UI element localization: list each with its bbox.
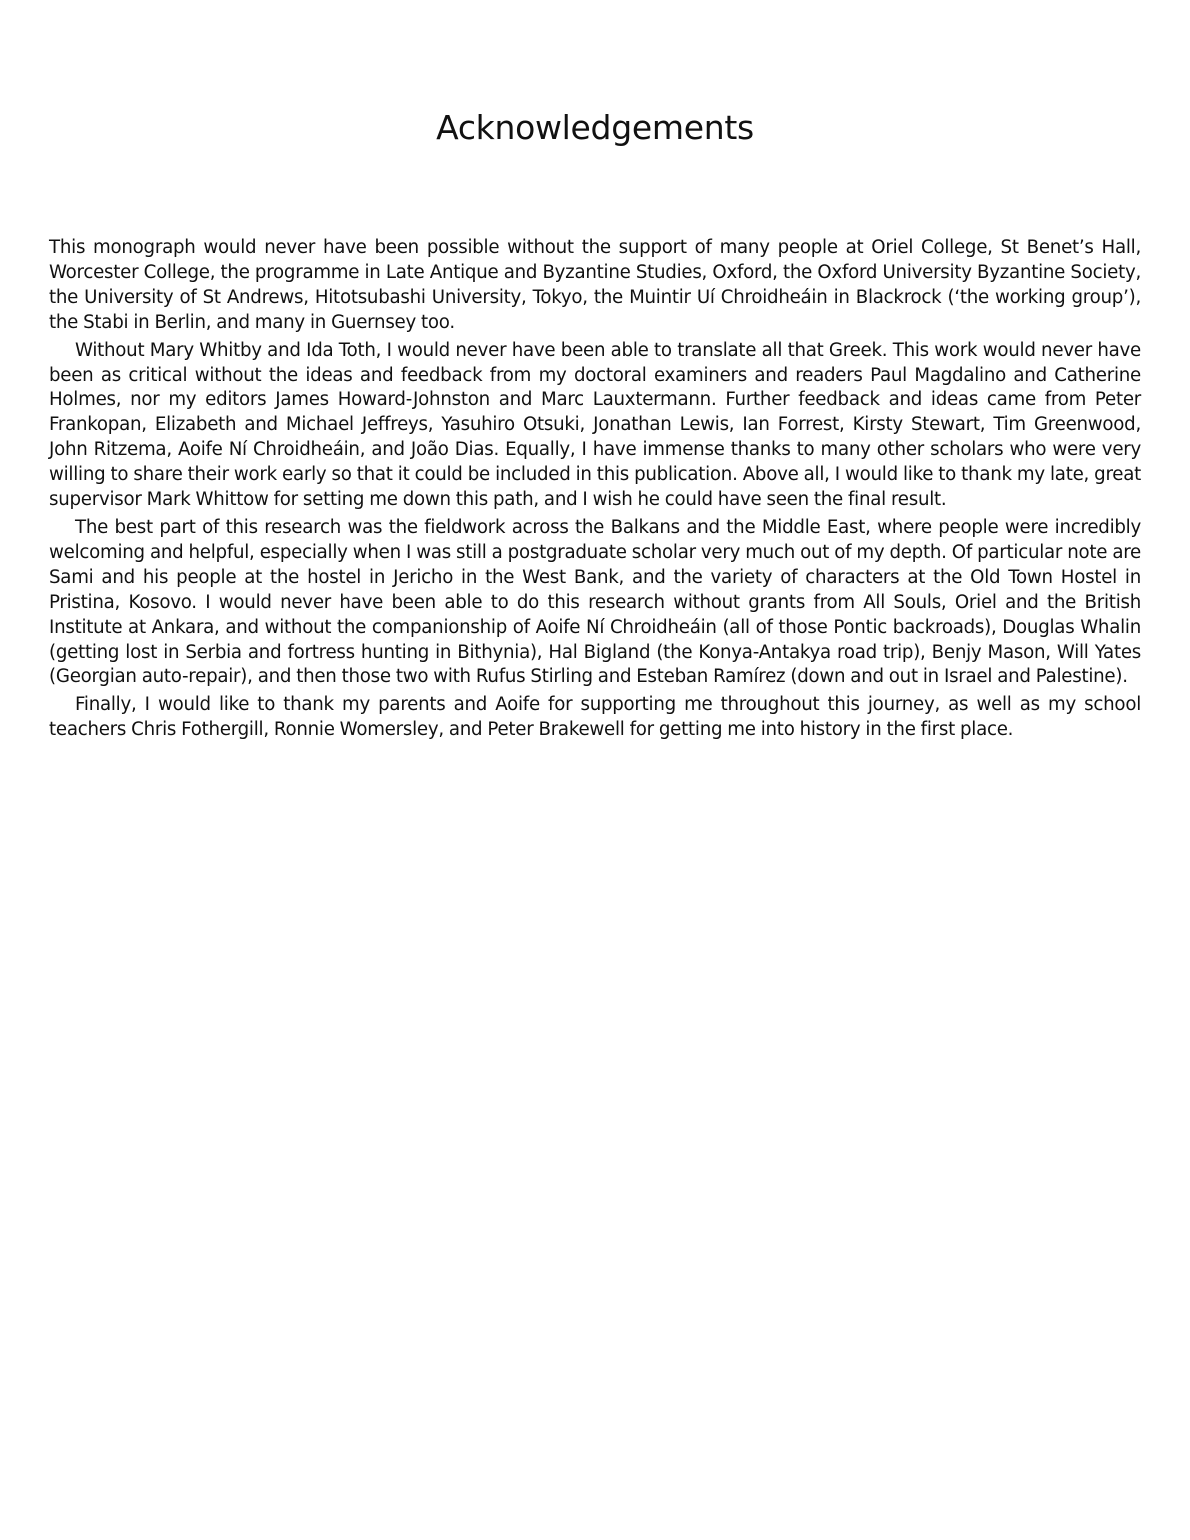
page-title: Acknowledgements xyxy=(436,108,754,147)
paragraph-scholars: Without Mary Whitby and Ida Toth, I would never have been able to translate all that Greek. This work would never have been as critical without the ideas and feedback from my doctoral examiners and readers Paul Magdalino and Catherine Holmes, nor my editors James Howard-Johnston and Marc Lauxtermann. Further feedback and ideas came from Peter Frankopan, Elizabeth and Michael Jeffreys, Yasuhiro Otsuki, Jonathan Lewis, Ian Forrest, Kirsty Stewart, Tim Greenwood, John Ritzema, Aoife Ní Chroidheáin, and João Dias. Equally, I have immense thanks to many other scholars who were very willing to share their work early so that it could be included in this publication. Above all, I would like to thank my late, great supervisor Mark Whittow for setting me down this path, and I wish he could have seen the final result. xyxy=(49,339,1141,511)
paragraph-family: Finally, I would like to thank my parents and Aoife for supporting me throughout this journey, as well as my school teachers Chris Fothergill, Ronnie Womersley, and Peter Brakewell for getting me into history in the first place. xyxy=(49,694,1141,741)
acknowledgements-body xyxy=(49,236,1141,743)
paragraph-fieldwork: The best part of this research was the fieldwork across the Balkans and the Middle East, where people were incredibly welcoming and helpful, especially when I was still a postgraduate scholar very much out of my depth. Of particular note are Sami and his people at the hostel in Jericho in the West Bank, and the variety of characters at the Old Town Hostel in Pristina, Kosovo. I would never have been able to do this research without grants from All Souls, Oriel and the British Institute at Ankara, and without the companionship of Aoife Ní Chroidheáin (all of those Pontic backroads), Douglas Whalin (getting lost in Serbia and fortress hunting in Bithynia), Hal Bigland (the Konya-Antakya road trip), Benjy Mason, Will Yates (Georgian auto-repair), and then those two with Rufus Stirling and Esteban Ramírez (down and out in Israel and Palestine). xyxy=(49,516,1141,688)
paragraph-institutions: This monograph would never have been possible without the support of many people at Oriel College, St Benet’s Hall, Worcester College, the programme in Late Antique and Byzantine Studies, Oxford, the Oxford University Byzantine Society, the University of St Andrews, Hitotsubashi University, Tokyo, the Muintir Uí Chroidheáin in Blackrock (‘the working group’), the Stabi in Berlin, and many in Guernsey too. xyxy=(49,237,1141,333)
